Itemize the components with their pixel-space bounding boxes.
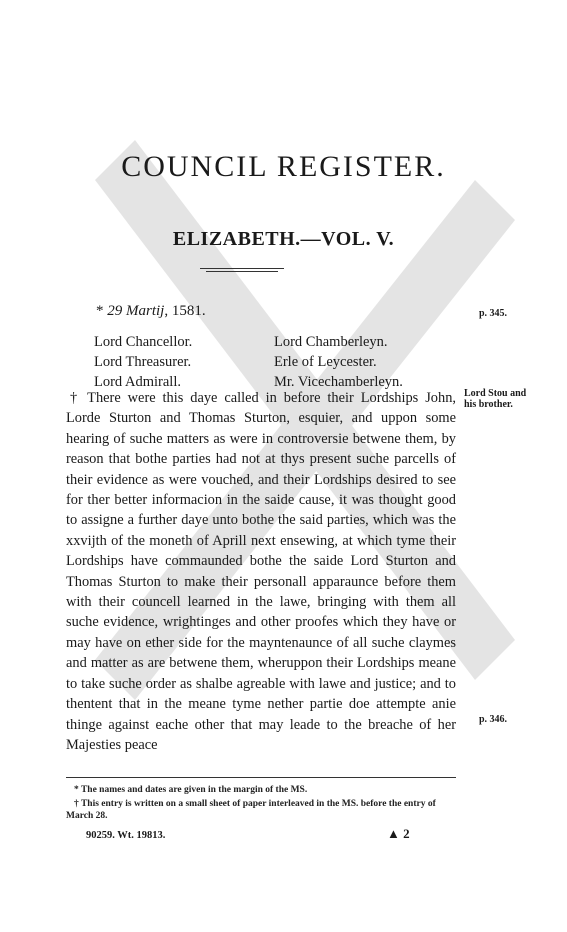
councillor: Lord Admirall. bbox=[94, 374, 181, 390]
footnote: * The names and dates are given in the margin of the MS. bbox=[74, 785, 308, 795]
page-title: COUNCIL REGISTER. bbox=[121, 150, 446, 183]
councillor: Mr. Vicechamberleyn. bbox=[274, 374, 403, 390]
councillor: Lord Chamberleyn. bbox=[274, 334, 388, 350]
councillor: Lord Chancellor. bbox=[94, 334, 193, 350]
date-year: , 1581. bbox=[164, 303, 206, 319]
footnotes bbox=[66, 784, 456, 824]
title-divider bbox=[200, 268, 284, 269]
date-day: 29 Martij bbox=[107, 303, 165, 319]
entry-date bbox=[96, 303, 206, 320]
councillors-right-column bbox=[274, 332, 403, 392]
footnote: † This entry is written on a small sheet of paper interleaved in the MS. before the entry of March 28. bbox=[66, 799, 436, 821]
date-footnote-mark: * bbox=[96, 303, 108, 319]
page-ref-345: p. 345. bbox=[478, 308, 507, 319]
print-code: 90259. Wt. 19813. bbox=[86, 830, 166, 841]
signature-mark: ▲ 2 bbox=[387, 826, 410, 841]
margin-note: Lord Stou and his brother. bbox=[464, 388, 527, 410]
entry-body bbox=[66, 388, 456, 755]
volume-subtitle: ELIZABETH.—VOL. V. bbox=[172, 228, 395, 250]
footnote-divider bbox=[66, 777, 456, 778]
councillors-left-column bbox=[94, 332, 192, 392]
councillor: Erle of Leycester. bbox=[274, 354, 377, 370]
page-ref-346: p. 346. bbox=[478, 714, 507, 725]
entry-paragraph: † There were this daye called in before their Lordships John, Lorde Sturton and Thomas Sturton, esquier, and uppon some hearing of suche matters as were in controversie betwene them, by reason that bothe parties had not at thys present suche parcells of their evidence as were vouched, and their Lordships desired to see for ther better informacion in the saide cause, it was thought good to assigne a further daye unto bothe the said parties, which was the xxvijth of the moneth of Aprill next ensewing, at which tyme their Lordships have commaunded bothe the saide Lord Sturton and Thomas Sturton to make their personall apparaunce before them with their councell learned in the lawe, bringing with them all suche evidence, wrightinges and other proofes which they have or may have on ether side for the mayntenaunce of all suche claymes and matter as are betwene them, wheruppon their Lordships meane to take suche order as shalbe agreable with lawe and justice; and to thentent that in the meane tyme nether partie doe attempte anie thinge against eache other that may leade to the breache of her Majesties peace bbox=[66, 390, 456, 753]
title-divider-lower bbox=[206, 271, 278, 272]
councillor: Lord Threasurer. bbox=[94, 354, 192, 370]
